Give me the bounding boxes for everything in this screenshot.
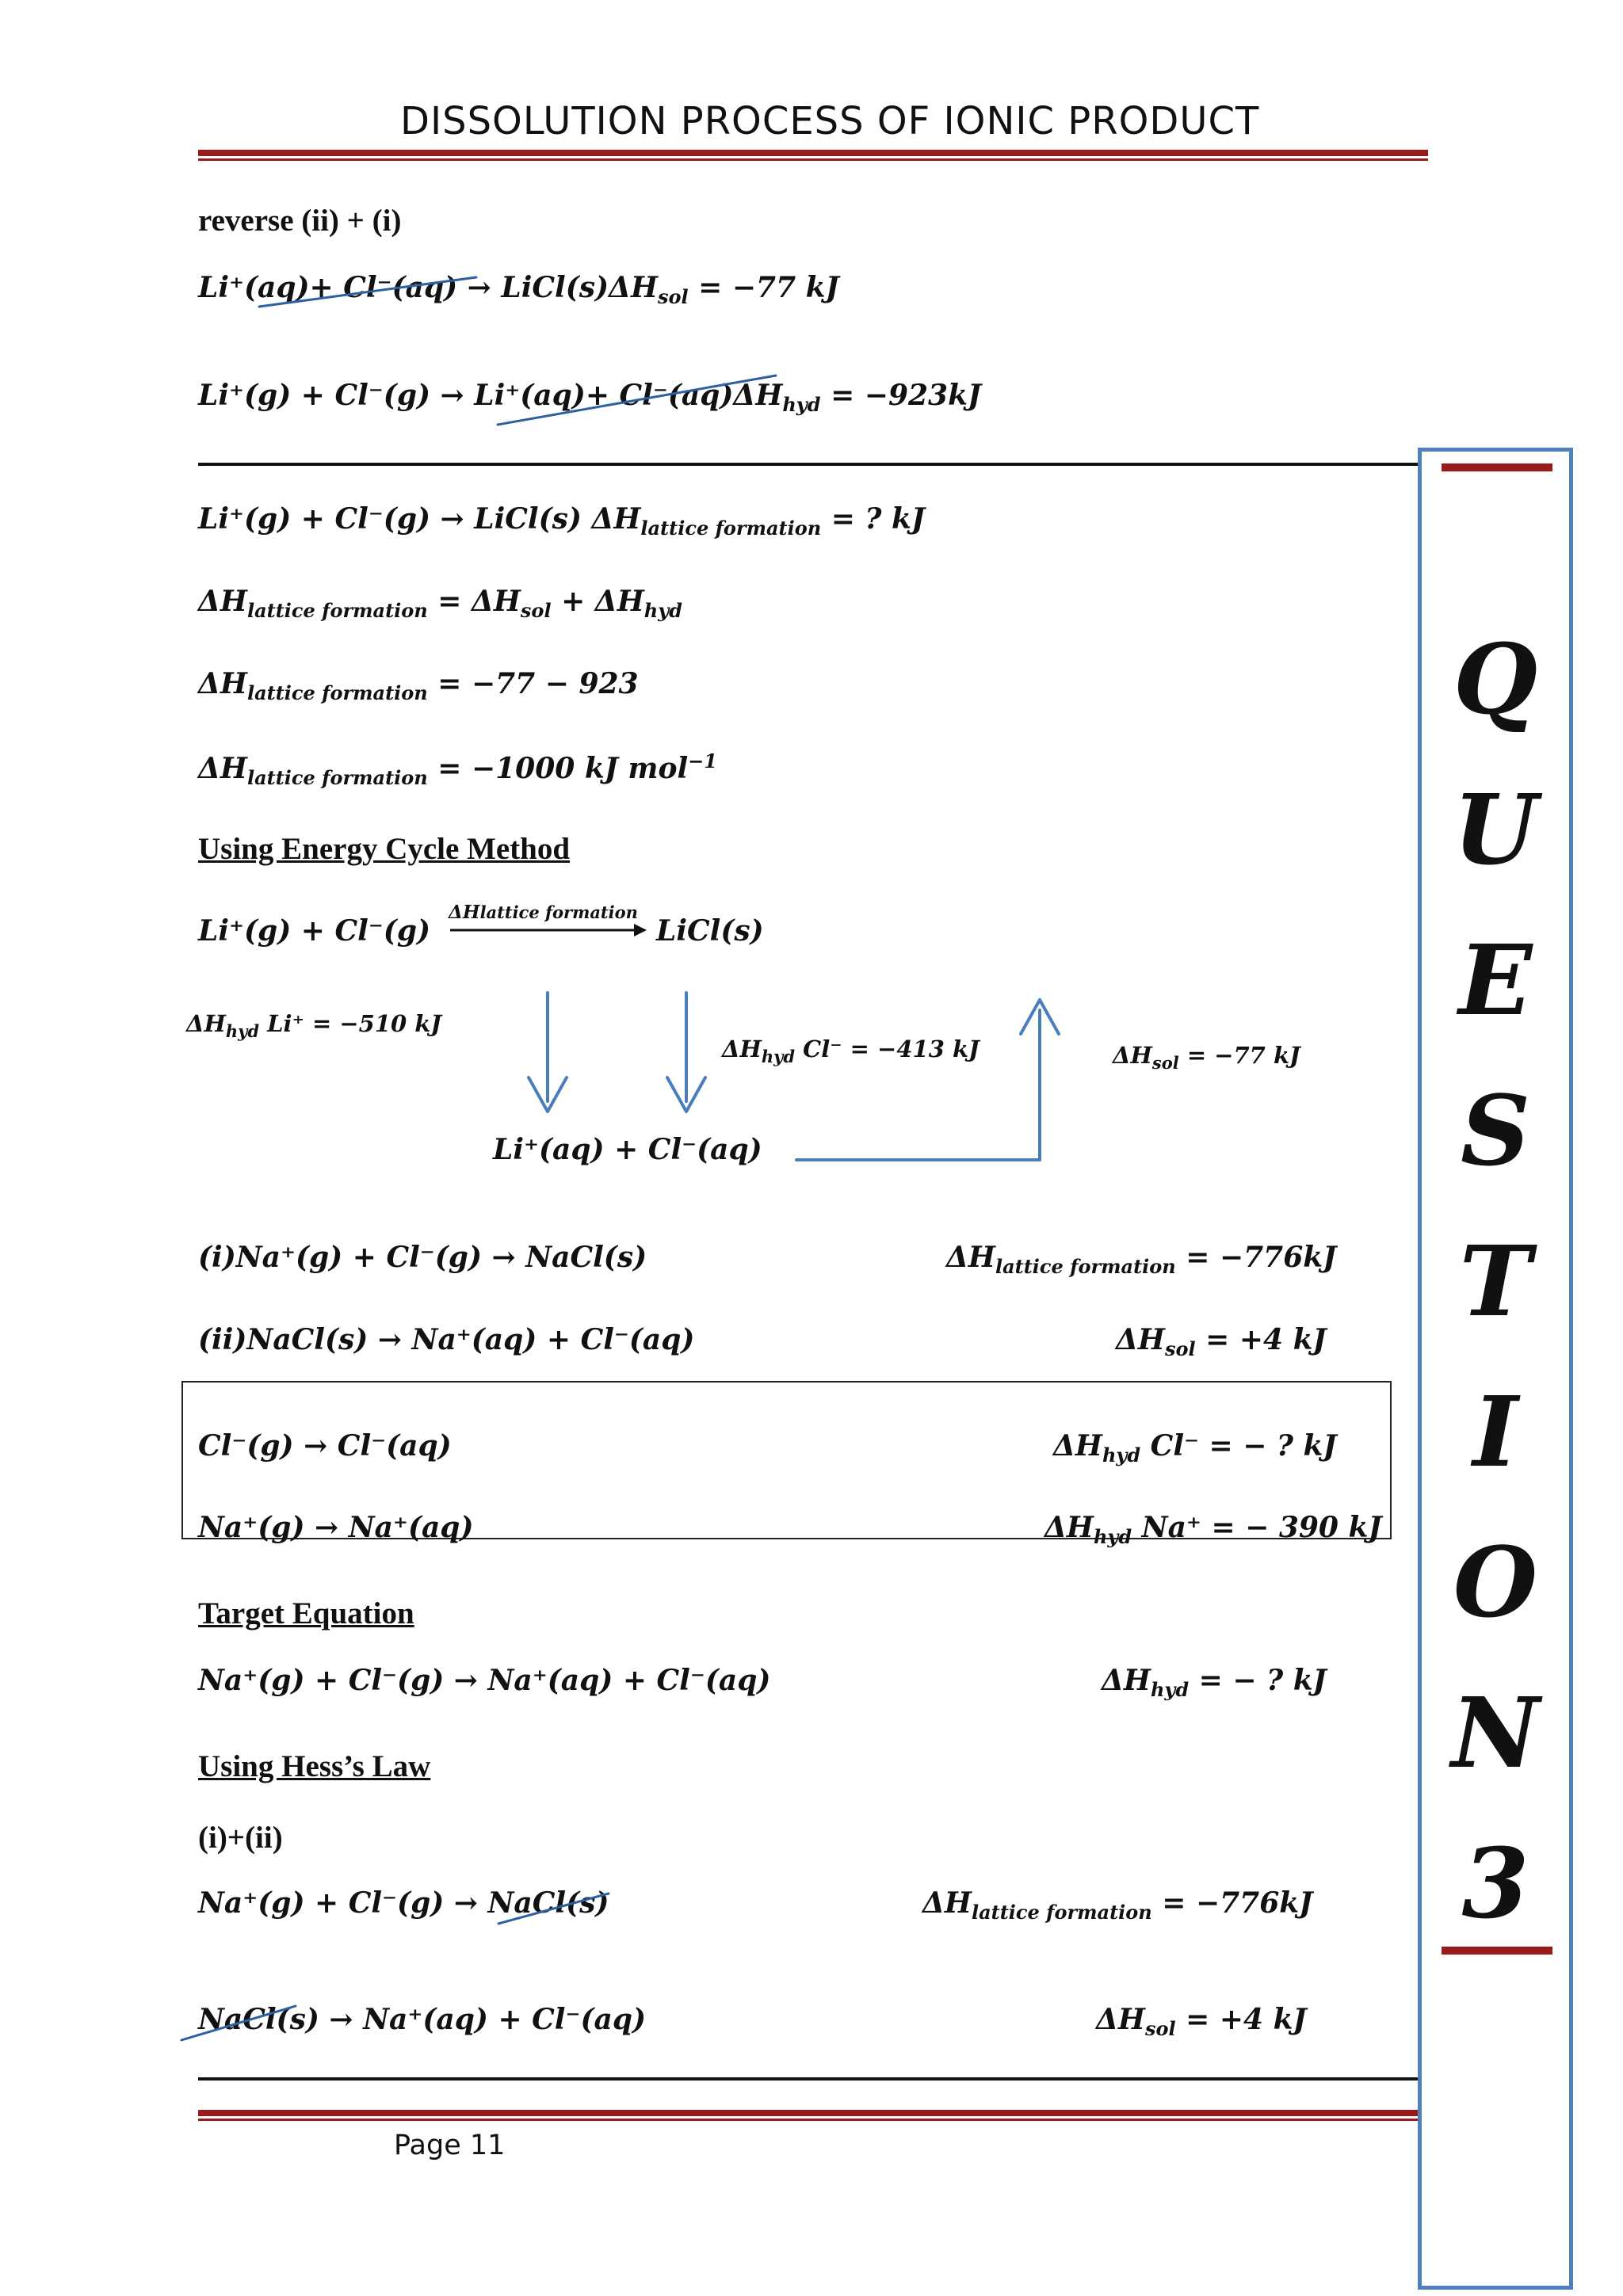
eq2-sub: hyd	[782, 393, 821, 417]
sidebar-letter-s: S	[1460, 1074, 1531, 1188]
cycle-top-left: Li⁺(g) + Cl⁻(g)	[198, 914, 431, 948]
cycle-arrow-label-main: ΔH	[449, 902, 480, 923]
hyd-cl-sub: hyd	[761, 1046, 796, 1066]
eq3-sub: lattice formation	[640, 517, 822, 540]
hyd-li-sub: hyd	[225, 1020, 260, 1041]
reverse-label: reverse (ii) + (i)	[198, 204, 402, 238]
eq3-rhs: = ? kJ	[821, 502, 926, 536]
hess-e1-rmain: ΔH	[922, 1886, 972, 1920]
eq6-lhs: ΔH	[198, 752, 247, 785]
sol-sub: sol	[1151, 1052, 1179, 1073]
cancel-stroke-eq1	[259, 277, 476, 307]
eq2-lhs: Li⁺(g) + Cl⁻(g) → Li⁺(aq)+ Cl⁻(aq)ΔH	[198, 379, 783, 412]
equation-ii-nacl-solution: (ii)NaCl(s) → Na⁺(aq) + Cl⁻(aq)	[198, 1323, 695, 1356]
box-r2-rmain: ΔH	[1044, 1511, 1094, 1544]
box-r1-rmain: ΔH	[1053, 1429, 1102, 1463]
cycle-top-right: LiCl(s)	[656, 914, 764, 948]
sidebar-letter-o: O	[1453, 1525, 1538, 1639]
sidebar-letter-i: I	[1472, 1375, 1518, 1489]
hess-eq1: Na⁺(g) + Cl⁻(g) → NaCl(s)	[198, 1886, 609, 1920]
eq1-sub: sol	[657, 285, 689, 309]
eq5-sub: lattice formation	[246, 681, 428, 705]
eq6-rhs: = −1000 kJ mol	[427, 752, 689, 785]
sidebar-letter-q: Q	[1453, 622, 1538, 736]
sidebar-letter-u: U	[1453, 772, 1538, 887]
target-equation: Na⁺(g) + Cl⁻(g) → Na⁺(aq) + Cl⁻(aq)	[198, 1664, 771, 1697]
page-header-title: DISSOLUTION PROCESS OF IONIC PRODUCT	[400, 99, 1260, 143]
sol-main: ΔH	[1113, 1042, 1152, 1069]
equation-i-nacl-lattice: (i)Na⁺(g) + Cl⁻(g) → NaCl(s)	[198, 1241, 647, 1274]
eq2-rhs: = −923kJ	[820, 379, 982, 412]
cancel-stroke-hess1	[498, 1894, 609, 1924]
box-r2-rrest: Na⁺ = − 390 kJ	[1132, 1511, 1382, 1544]
hess-e1-rsub: lattice formation	[971, 1901, 1152, 1924]
box-r2-rsub: hyd	[1093, 1525, 1132, 1549]
box-eq-na: Na⁺(g) → Na⁺(aq)	[198, 1511, 474, 1544]
eq4-sub3: hyd	[643, 599, 682, 623]
cycle-bottom: Li⁺(aq) + Cl⁻(aq)	[493, 1133, 762, 1166]
cancel-stroke-hess2	[181, 2006, 296, 2040]
eq5-lhs: ΔH	[198, 667, 247, 700]
box-eq-cl: Cl⁻(g) → Cl⁻(aq)	[198, 1429, 452, 1463]
eq6-sub: lattice formation	[246, 766, 428, 790]
eq4-rhs2: + ΔH	[551, 585, 644, 618]
eq-ii-rsub: sol	[1164, 1337, 1196, 1361]
sol-rest: = −77 kJ	[1178, 1042, 1300, 1069]
target-rsub: hyd	[1150, 1678, 1190, 1702]
eq3-lhs: Li⁺(g) + Cl⁻(g) → LiCl(s) ΔH	[198, 502, 641, 536]
hyd-li-rest: Li⁺ = −510 kJ	[259, 1010, 442, 1037]
page-number: Page 11	[394, 2130, 506, 2161]
hess-e2-rrest: = +4 kJ	[1175, 2003, 1307, 2036]
box-r1-rrest: Cl⁻ = − ? kJ	[1140, 1429, 1337, 1463]
cancel-stroke-eq2	[498, 376, 776, 425]
lattice-arrow-head	[634, 924, 647, 936]
sidebar-letter-t: T	[1459, 1224, 1532, 1338]
eq6-sup: −1	[688, 749, 717, 772]
sidebar-letter-n: N	[1451, 1676, 1540, 1790]
hess-step: (i)+(ii)	[198, 1821, 283, 1855]
eq-ii-rrest: = +4 kJ	[1195, 1323, 1327, 1356]
eq4-sub2: sol	[520, 599, 552, 623]
target-heading: Target Equation	[198, 1596, 414, 1630]
target-rrest: = − ? kJ	[1189, 1664, 1327, 1697]
hess-e1-rrest: = −776kJ	[1151, 1886, 1313, 1920]
eq1-lhs: Li⁺(aq)+ Cl⁻(aq) → LiCl(s)ΔH	[198, 271, 658, 304]
eq4-lhs: ΔH	[198, 585, 247, 618]
sidebar-letter-3: 3	[1461, 1826, 1529, 1940]
hyd-cl-main: ΔH	[722, 1035, 762, 1062]
eq-i-rmain: ΔH	[946, 1241, 995, 1274]
hess-heading: Using Hess’s Law	[198, 1749, 431, 1783]
sidebar-letter-e: E	[1458, 923, 1533, 1037]
hess-e2-rmain: ΔH	[1096, 2003, 1145, 2036]
hyd-li-main: ΔH	[186, 1010, 226, 1037]
cycle-arrow-label-sub: lattice formation	[479, 902, 638, 922]
eq-ii-rmain: ΔH	[1116, 1323, 1165, 1356]
eq-i-rrest: = −776kJ	[1175, 1241, 1337, 1274]
hess-e2-rsub: sol	[1144, 2017, 1176, 2041]
eq1-rhs: = −77 kJ	[688, 271, 839, 304]
eq4-sub: lattice formation	[246, 599, 428, 623]
eq5-rhs: = −77 − 923	[427, 667, 639, 700]
box-r1-rsub: hyd	[1102, 1444, 1141, 1467]
target-rmain: ΔH	[1102, 1664, 1151, 1697]
eq4-rhs: = ΔH	[427, 585, 521, 618]
hyd-cl-rest: Cl⁻ = −413 kJ	[795, 1035, 980, 1062]
eq-i-rsub: lattice formation	[995, 1255, 1176, 1279]
hess-eq2: NaCl(s) → Na⁺(aq) + Cl⁻(aq)	[198, 2003, 647, 2036]
energy-cycle-heading: Using Energy Cycle Method	[198, 832, 571, 866]
